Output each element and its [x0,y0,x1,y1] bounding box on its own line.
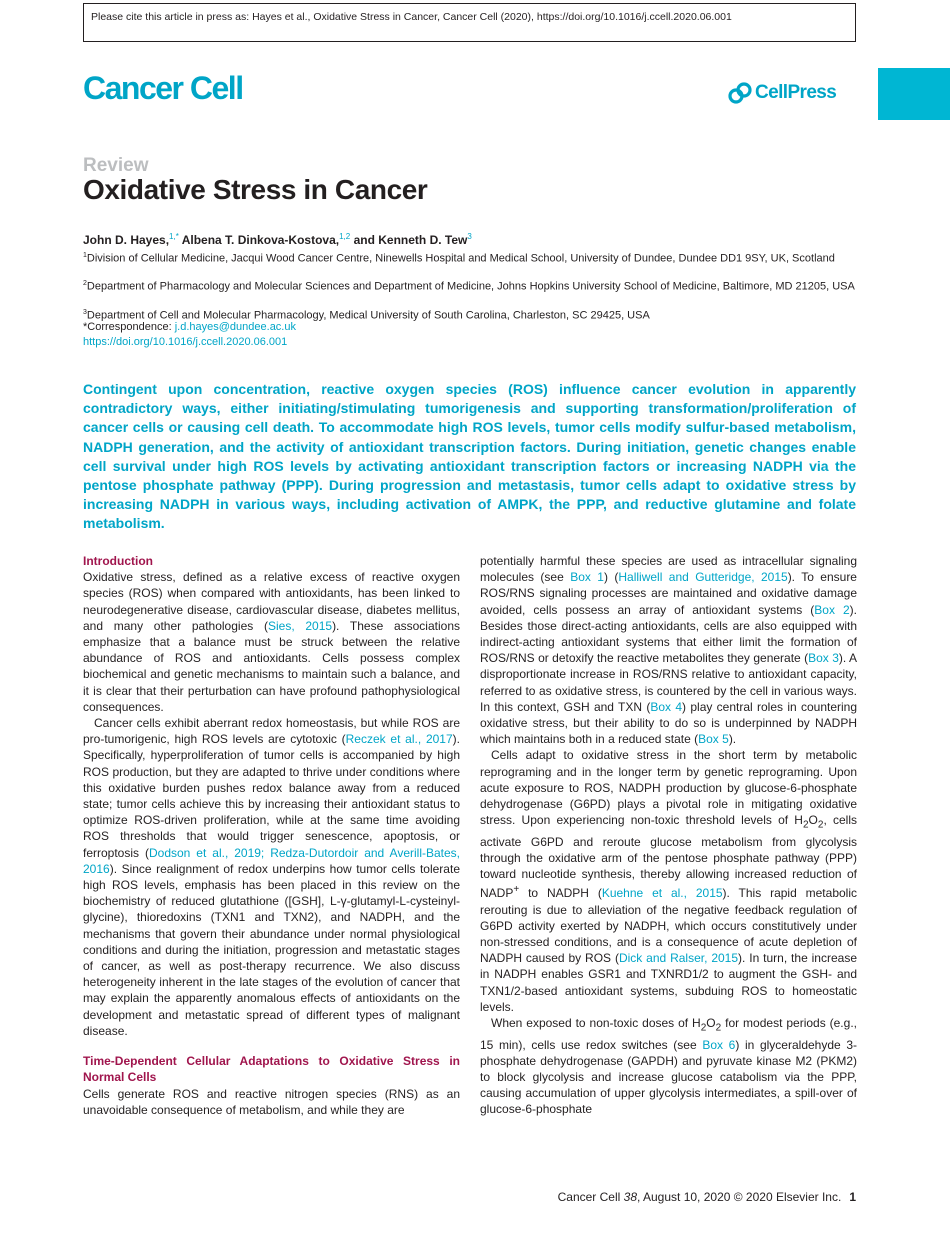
footer-journal: Cancer Cell [557,1190,624,1204]
section2-heading: Time-Dependent Cellular Adaptations to Oxidative Stress in Normal Cells [83,1054,460,1085]
article-type-label: Review [83,155,149,176]
subscript: 2 [715,1022,722,1034]
abstract: Contingent upon concentration, reactive oxygen species (ROS) influence cancer evolution in apparently contradictory ways, either initiating/stimulating tumorigenesis and supporting transformation/proliferation of cancer cells or causing cell death. To accommodate high ROS levels, tumor cells modify sulfur-based metabolism, NADPH generation, and the activity of antioxidant transcription factors. During initiation, genetic changes enable cell survival under high ROS levels by activating antioxidant transcription factors or increasing NADPH via the pentose phosphate pathway (PPP). During progression and metastasis, tumor cells adapt to oxidative stress by increasing NADPH in various ways, including activation of AMPK, the PPP, and reductive glutamine and folate metabolism. [83,381,856,532]
cellpress-logo [728,80,836,106]
citation-link[interactable]: Box 1 [570,570,604,585]
citation-link[interactable]: Kuehne et al., 2015 [601,886,723,901]
section2-paragraph-1: Cells generate ROS and reactive nitrogen species (RNS) as an unavoidable consequence of metabolism, and while they are [83,1086,460,1117]
cellpress-text: CellPress [755,82,837,103]
introduction-heading: Introduction [83,554,153,568]
footer-date-copyright: , August 10, 2020 © 2020 Elsevier Inc. [637,1190,842,1204]
intro-paragraph-1: Oxidative stress, defined as a relative excess of reactive oxygen species (ROS) when compared with antioxidants, has been linked to neurodegenerative disease, cardiovascular disease, diabetes mellitus, and many other pathologies (Sies, 2015). These associations emphasize that a balance must be struck between the relative abundance of ROS and antioxidants. Cells possess complex biochemical and genetic mechanisms to maintain such a balance, and it is clear that their perturbation can have profound pathophysiological consequences. [83,570,460,714]
correspondence-label: *Correspondence: [83,321,175,333]
page-number: 1 [849,1190,856,1204]
citation-link[interactable]: Box 5 [698,732,729,747]
affiliation-2: $^2$Department of Pharmacology and Molecular Sciences and Department of Medicine, Johns Hopkins University School of Medicine, Baltimore, MD 21205, USA [83,280,855,293]
author-affiliation-marker: 1,2 [339,232,351,241]
article-title: Oxidative Stress in Cancer [83,174,428,205]
author-name: John D. Hayes, [83,233,170,247]
column-right [480,553,857,1118]
citation-link[interactable]: Box 3 [808,651,839,666]
subscript: 2 [817,819,824,831]
intro-paragraph-2: Cancer cells exhibit aberrant redox homeostasis, but while ROS are pro-tumorigenic, high ROS levels are cytotoxic (Reczek et al., 2017). Specifically, hyperproliferation of tumor cells is accompanied by high ROS production, but they are adapted to thrive under conditions where this oxidative burden pushes redox balance away from a reduced state; tumor cells achieve this by increasing their antioxidant status to optimize ROS-driven proliferation, while at the same time avoiding ROS thresholds that would trigger senescence, apoptosis, or ferroptosis (Dodson et al., 2019; Redza-Dutordoir and Averill-Bates, 2016). Since realignment of redox underpins how tumor cells tolerate high ROS levels, emphasis has been placed in this review on the biochemistry of reduced glutathione ([GSH], L-γ-glutamyl-L-cysteinyl-glycine), thioredoxins (TXN1 and TXN2), and NADPH, and the mechanisms that govern their abundance under normal physiological conditions and during the initiation, progression and metastatic stages of cancer, as well as post-therapy recurrence. We also discuss heterogeneity inherent in the late stages of the evolution of cancer that may explain the apparently anomalous effects of antioxidants on the development and metastatic spread of different types of malignant disease. [83,716,460,1038]
subscript: 2 [700,1022,707,1034]
journal-name: Cancer Cell [83,70,243,106]
citation-link[interactable]: Halliwell and Gutteridge, 2015 [618,570,788,585]
citation-box [83,3,856,42]
footer-volume: 38 [623,1190,637,1204]
author-affiliation-marker: 3 [467,232,472,241]
section2-paragraph-2: Cells adapt to oxidative stress in the short term by metabolic reprograming and in the longer term by genetic reprograming. Upon acute exposure to ROS, NADPH production by glucose-6-phosphate dehydrogenase (G6PD) plays a pivotal role in mitigating oxidative stress. Upon experiencing non-toxic threshold levels of $H_2O_2$, cells activate G6PD and reroute glucose metabolism from glycolysis through the oxidative arm of the pentose phosphate pathway (PPP) toward nucleotide synthesis, thereby allowing increased reduction of NADP+ to NADPH (Kuehne et al., 2015). This rapid metabolic rerouting is due to alleviation of the negative feedback regulation of G6PD activity exerted by NADPH, which occurs constitutively under non-stressed conditions, and is a consequence of acute depletion of NADPH caused by ROS (Dick and Ralser, 2015). In turn, the increase in NADPH enables GSR1 and TXNRD1/2 to augment the GSH- and TXN1/2-based antioxidant systems, subduing ROS to homeostatic levels. [480,748,857,1014]
doi-link[interactable]: https://doi.org/10.1016/j.ccell.2020.06.001 [83,336,288,348]
section2-paragraph-1-continued: potentially harmful these species are used as intracellular signaling molecules (see Box 1) (Halliwell and Gutteridge, 2015). To ensure ROS/RNS signaling processes are maintained and oxidative damage avoided, cells possess an array of antioxidant systems (Box 2). Besides those direct-acting antioxidants, cells are also equipped with indirect-acting antioxidant systems that either limit the formation of ROS/RNS or detoxify the reactive metabolites they generate (Box 3). A disproportionate increase in ROS/RNS relative to antioxidant capacity, referred to as oxidative stress, is countered by the cell in various ways. In this context, GSH and TXN (Box 4) play central roles in countering oxidative stress, but their ability to do so is underpinned by NADPH which maintains both in a reduced state (Box 5). [480,554,858,747]
affiliation-1: $^1$Division of Cellular Medicine, Jacqui Wood Cancer Centre, Ninewells Hospital and Medical School, University of Dundee, Dundee DD1 9SY, UK, Scotland [83,252,835,265]
superscript: + [513,884,520,896]
author-name: Albena T. Dinkova-Kostova, [181,233,340,247]
author-list [83,232,472,247]
column-left [83,553,460,1118]
section-color-tab [878,68,950,120]
citation-link[interactable]: Sies, 2015 [267,618,333,633]
author-name: and Kenneth D. Tew [353,233,468,247]
citation-link[interactable]: Dick and Ralser, 2015 [618,951,739,966]
citation-link[interactable]: Box 6 [702,1037,736,1052]
citation-text: Please cite this article in press as: Hayes et al., Oxidative Stress in Cancer, Cancer Cell (2020), https://doi.org/10.1016/j.ccell.2020.06.001 [91,11,732,23]
cellpress-icon [728,81,752,105]
citation-link[interactable]: Reczek et al., 2017 [345,732,453,747]
author-affiliation-marker: 1,* [169,232,179,241]
section2-paragraph-3: When exposed to non-toxic doses of $H_2O_2$ for modest periods (e.g., 15 min), cells use redox switches (see Box 6) in glyceraldehyde 3-phosphate dehydrogenase (GAPDH) and pyruvate kinase M2 (PKM2) to block glycolysis and increase glucose catabolism via the PPP, causing accumulation of upper glycolysis intermediates, a spill-over of glucose-6-phosphate [480,1016,858,1117]
correspondence-email-link[interactable]: j.d.hayes@dundee.ac.uk [174,321,296,333]
citation-link[interactable]: Box 2 [814,602,850,617]
affiliation-3: $^3$Department of Cell and Molecular Pharmacology, Medical University of South Carolina, Charleston, SC 29425, USA [83,309,650,322]
subscript: 2 [802,819,809,831]
page-footer [558,1190,856,1204]
citation-link[interactable]: Dodson et al., 2019; Redza-Dutordoir and Averill-Bates, 2016 [83,845,460,876]
citation-link[interactable]: Box 4 [650,699,683,714]
correspondence [83,320,863,335]
